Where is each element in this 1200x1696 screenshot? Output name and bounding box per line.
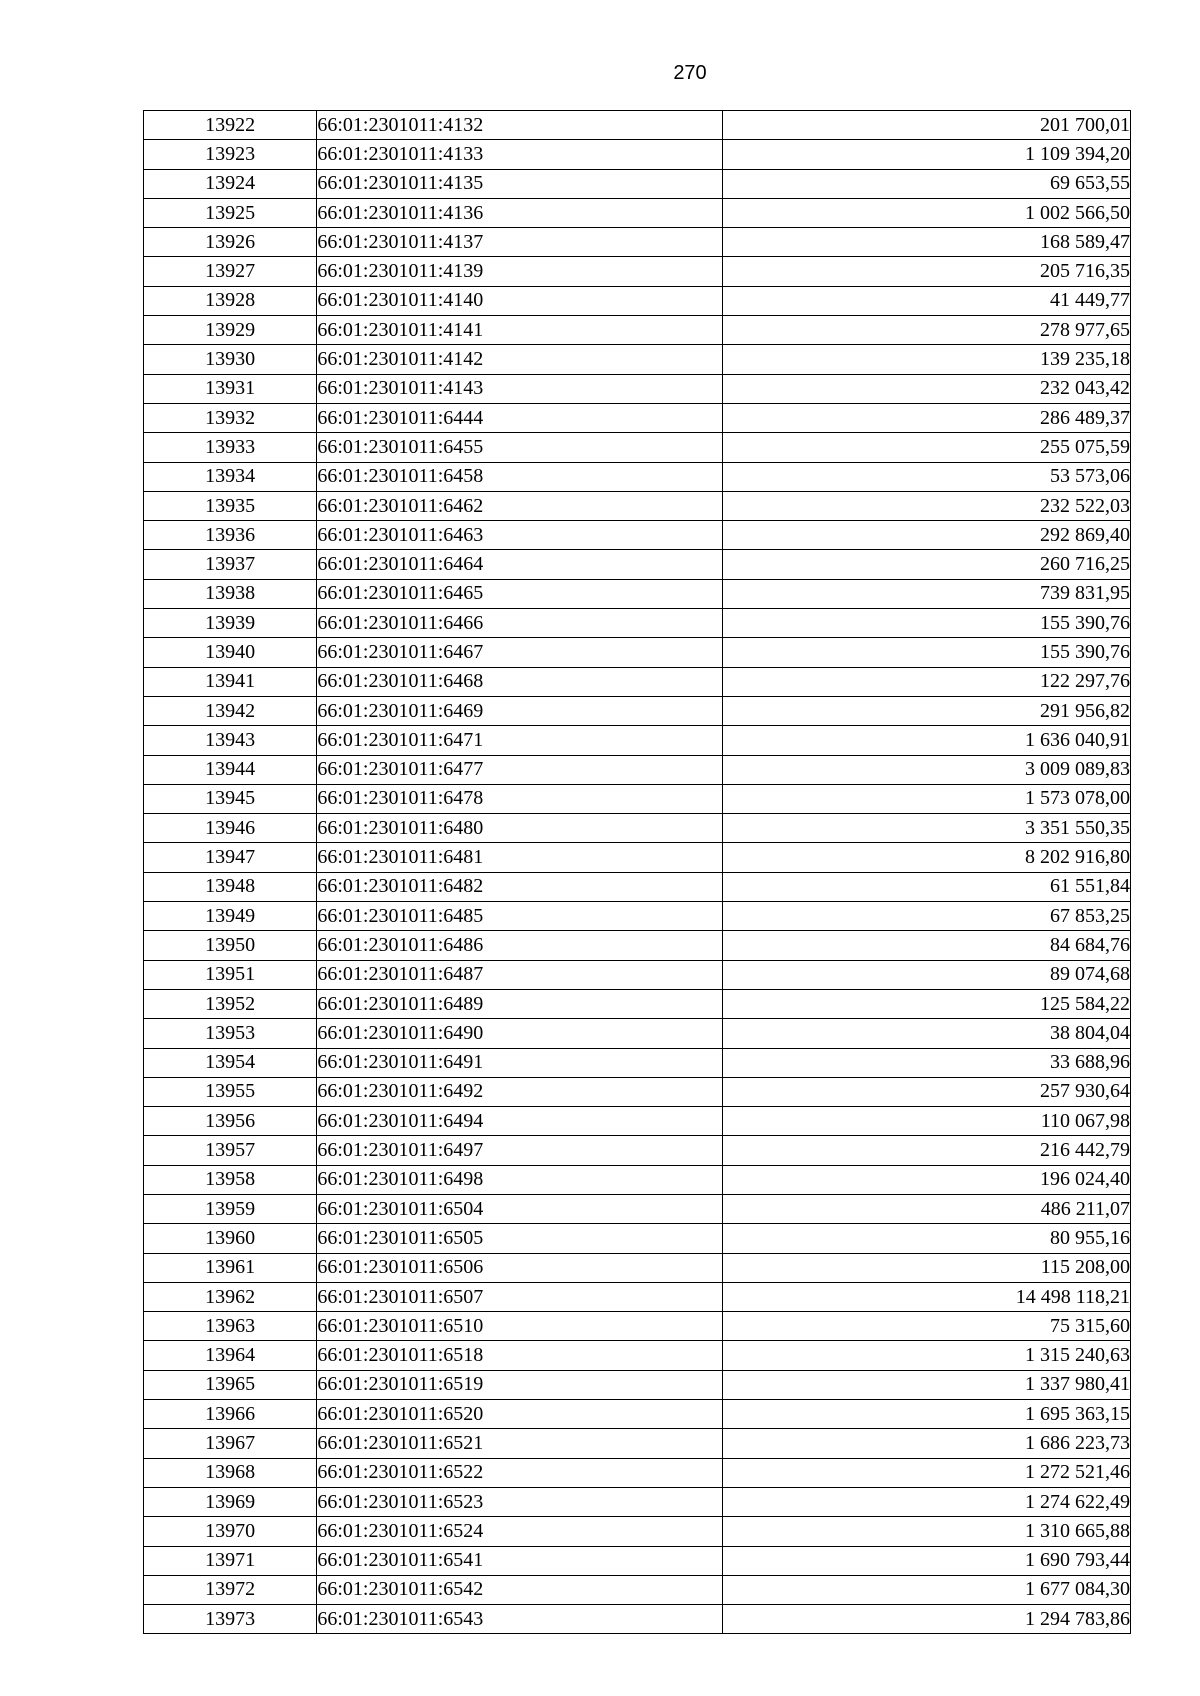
cadastral-number-cell: 66:01:2301011:6491: [317, 1048, 723, 1077]
cadastral-number-cell: 66:01:2301011:6519: [317, 1370, 723, 1399]
row-number-cell: 13925: [144, 198, 317, 227]
cadastral-number-cell: 66:01:2301011:6521: [317, 1429, 723, 1458]
row-number-cell: 13931: [144, 374, 317, 403]
cadastral-number-cell: 66:01:2301011:6480: [317, 814, 723, 843]
cadastral-number-cell: 66:01:2301011:6465: [317, 579, 723, 608]
row-number-cell: 13930: [144, 345, 317, 374]
row-number-cell: 13928: [144, 286, 317, 315]
cadastral-value-cell: 67 853,25: [723, 902, 1131, 931]
cadastral-number-cell: 66:01:2301011:6464: [317, 550, 723, 579]
cadastral-number-cell: 66:01:2301011:6469: [317, 696, 723, 725]
row-number-cell: 13968: [144, 1458, 317, 1487]
cadastral-value-cell: 232 522,03: [723, 491, 1131, 520]
table-row: [144, 228, 1131, 257]
row-number-cell: 13961: [144, 1253, 317, 1282]
table-row: [144, 140, 1131, 169]
cadastral-number-cell: 66:01:2301011:6543: [317, 1605, 723, 1634]
cadastral-number-cell: 66:01:2301011:6523: [317, 1487, 723, 1516]
row-number-cell: 13958: [144, 1165, 317, 1194]
row-number-cell: 13971: [144, 1546, 317, 1575]
table-row: [144, 1282, 1131, 1311]
cadastral-value-cell: 1 677 084,30: [723, 1575, 1131, 1604]
table-row: [144, 521, 1131, 550]
cadastral-value-cell: 61 551,84: [723, 872, 1131, 901]
row-number-cell: 13945: [144, 784, 317, 813]
cadastral-value-cell: 1 274 622,49: [723, 1487, 1131, 1516]
cadastral-value-cell: 69 653,55: [723, 169, 1131, 198]
cadastral-number-cell: 66:01:2301011:6471: [317, 726, 723, 755]
row-number-cell: 13963: [144, 1312, 317, 1341]
row-number-cell: 13941: [144, 667, 317, 696]
cadastral-value-cell: 255 075,59: [723, 433, 1131, 462]
table-row: [144, 1575, 1131, 1604]
cadastral-number-cell: 66:01:2301011:4139: [317, 257, 723, 286]
cadastral-value-cell: 155 390,76: [723, 638, 1131, 667]
cadastral-value-cell: 291 956,82: [723, 696, 1131, 725]
row-number-cell: 13926: [144, 228, 317, 257]
row-number-cell: 13935: [144, 491, 317, 520]
table-row: [144, 638, 1131, 667]
row-number-cell: 13952: [144, 989, 317, 1018]
cadastral-value-cell: 84 684,76: [723, 931, 1131, 960]
cadastral-number-cell: 66:01:2301011:6482: [317, 872, 723, 901]
cadastral-number-cell: 66:01:2301011:6463: [317, 521, 723, 550]
cadastral-number-cell: 66:01:2301011:6494: [317, 1107, 723, 1136]
table-row: [144, 1019, 1131, 1048]
cadastral-number-cell: 66:01:2301011:4133: [317, 140, 723, 169]
row-number-cell: 13951: [144, 960, 317, 989]
cadastral-value-cell: 257 930,64: [723, 1077, 1131, 1106]
cadastral-number-cell: 66:01:2301011:6504: [317, 1194, 723, 1223]
table-row: [144, 1487, 1131, 1516]
cadastral-number-cell: 66:01:2301011:6497: [317, 1136, 723, 1165]
cadastral-value-cell: 38 804,04: [723, 1019, 1131, 1048]
cadastral-number-cell: 66:01:2301011:4132: [317, 111, 723, 140]
cadastral-value-cell: 205 716,35: [723, 257, 1131, 286]
table-row: [144, 1400, 1131, 1429]
table-row: [144, 1370, 1131, 1399]
cadastral-number-cell: 66:01:2301011:6507: [317, 1282, 723, 1311]
cadastral-value-cell: 1 686 223,73: [723, 1429, 1131, 1458]
table-row: [144, 755, 1131, 784]
cadastral-number-cell: 66:01:2301011:4137: [317, 228, 723, 257]
table-row: [144, 726, 1131, 755]
cadastral-value-cell: 1 636 040,91: [723, 726, 1131, 755]
table-row: [144, 902, 1131, 931]
row-number-cell: 13966: [144, 1400, 317, 1429]
table-row: [144, 1194, 1131, 1223]
row-number-cell: 13929: [144, 316, 317, 345]
cadastral-value-cell: 260 716,25: [723, 550, 1131, 579]
cadastral-number-cell: 66:01:2301011:6467: [317, 638, 723, 667]
row-number-cell: 13942: [144, 696, 317, 725]
page-number: 270: [673, 62, 707, 84]
cadastral-value-table: [143, 110, 1131, 1634]
row-number-cell: 13959: [144, 1194, 317, 1223]
cadastral-value-cell: 80 955,16: [723, 1224, 1131, 1253]
cadastral-value-cell: 1 695 363,15: [723, 1400, 1131, 1429]
cadastral-number-cell: 66:01:2301011:6542: [317, 1575, 723, 1604]
row-number-cell: 13970: [144, 1517, 317, 1546]
table-row: [144, 1136, 1131, 1165]
table-row: [144, 316, 1131, 345]
cadastral-value-cell: 216 442,79: [723, 1136, 1131, 1165]
table-row: [144, 843, 1131, 872]
cadastral-number-cell: 66:01:2301011:6498: [317, 1165, 723, 1194]
row-number-cell: 13973: [144, 1605, 317, 1634]
cadastral-number-cell: 66:01:2301011:6458: [317, 462, 723, 491]
cadastral-value-cell: 201 700,01: [723, 111, 1131, 140]
table-row: [144, 111, 1131, 140]
cadastral-value-cell: 1 109 394,20: [723, 140, 1131, 169]
cadastral-value-cell: 286 489,37: [723, 403, 1131, 432]
row-number-cell: 13936: [144, 521, 317, 550]
table-row: [144, 1605, 1131, 1634]
cadastral-number-cell: 66:01:2301011:4136: [317, 198, 723, 227]
row-number-cell: 13923: [144, 140, 317, 169]
row-number-cell: 13969: [144, 1487, 317, 1516]
cadastral-number-cell: 66:01:2301011:6455: [317, 433, 723, 462]
table-row: [144, 1253, 1131, 1282]
cadastral-number-cell: 66:01:2301011:4140: [317, 286, 723, 315]
cadastral-number-cell: 66:01:2301011:6541: [317, 1546, 723, 1575]
row-number-cell: 13922: [144, 111, 317, 140]
cadastral-number-cell: 66:01:2301011:6466: [317, 609, 723, 638]
row-number-cell: 13948: [144, 872, 317, 901]
cadastral-value-cell: 115 208,00: [723, 1253, 1131, 1282]
cadastral-value-cell: 89 074,68: [723, 960, 1131, 989]
cadastral-number-cell: 66:01:2301011:6486: [317, 931, 723, 960]
row-number-cell: 13956: [144, 1107, 317, 1136]
cadastral-value-cell: 14 498 118,21: [723, 1282, 1131, 1311]
cadastral-value-cell: 739 831,95: [723, 579, 1131, 608]
cadastral-value-cell: 1 310 665,88: [723, 1517, 1131, 1546]
table-row: [144, 931, 1131, 960]
cadastral-number-cell: 66:01:2301011:6520: [317, 1400, 723, 1429]
cadastral-number-cell: 66:01:2301011:6522: [317, 1458, 723, 1487]
cadastral-number-cell: 66:01:2301011:6477: [317, 755, 723, 784]
row-number-cell: 13950: [144, 931, 317, 960]
row-number-cell: 13949: [144, 902, 317, 931]
table-row: [144, 1429, 1131, 1458]
cadastral-number-cell: 66:01:2301011:6444: [317, 403, 723, 432]
cadastral-number-cell: 66:01:2301011:6485: [317, 902, 723, 931]
cadastral-value-cell: 168 589,47: [723, 228, 1131, 257]
cadastral-value-cell: 1 337 980,41: [723, 1370, 1131, 1399]
table-row: [144, 257, 1131, 286]
cadastral-number-cell: 66:01:2301011:6524: [317, 1517, 723, 1546]
cadastral-value-cell: 1 002 566,50: [723, 198, 1131, 227]
row-number-cell: 13947: [144, 843, 317, 872]
table-row: [144, 1517, 1131, 1546]
table-row: [144, 1107, 1131, 1136]
table-row: [144, 696, 1131, 725]
row-number-cell: 13960: [144, 1224, 317, 1253]
table-row: [144, 1048, 1131, 1077]
table-row: [144, 989, 1131, 1018]
cadastral-number-cell: 66:01:2301011:6489: [317, 989, 723, 1018]
cadastral-value-cell: 53 573,06: [723, 462, 1131, 491]
cadastral-value-cell: 1 294 783,86: [723, 1605, 1131, 1634]
cadastral-number-cell: 66:01:2301011:4135: [317, 169, 723, 198]
cadastral-number-cell: 66:01:2301011:4143: [317, 374, 723, 403]
cadastral-value-cell: 278 977,65: [723, 316, 1131, 345]
table-row: [144, 1546, 1131, 1575]
cadastral-value-cell: 155 390,76: [723, 609, 1131, 638]
cadastral-value-cell: 1 573 078,00: [723, 784, 1131, 813]
table-row: [144, 550, 1131, 579]
cadastral-number-cell: 66:01:2301011:6487: [317, 960, 723, 989]
table-row: [144, 462, 1131, 491]
cadastral-number-cell: 66:01:2301011:6510: [317, 1312, 723, 1341]
cadastral-value-cell: 232 043,42: [723, 374, 1131, 403]
table-row: [144, 960, 1131, 989]
table-row: [144, 872, 1131, 901]
table-body: [144, 111, 1131, 1634]
table-row: [144, 1458, 1131, 1487]
cadastral-value-cell: 292 869,40: [723, 521, 1131, 550]
cadastral-value-cell: 3 009 089,83: [723, 755, 1131, 784]
cadastral-value-cell: 1 690 793,44: [723, 1546, 1131, 1575]
table-row: [144, 784, 1131, 813]
cadastral-number-cell: 66:01:2301011:6505: [317, 1224, 723, 1253]
cadastral-value-cell: 196 024,40: [723, 1165, 1131, 1194]
row-number-cell: 13944: [144, 755, 317, 784]
table-row: [144, 433, 1131, 462]
cadastral-value-cell: 33 688,96: [723, 1048, 1131, 1077]
table-row: [144, 345, 1131, 374]
row-number-cell: 13954: [144, 1048, 317, 1077]
row-number-cell: 13939: [144, 609, 317, 638]
row-number-cell: 13927: [144, 257, 317, 286]
cadastral-number-cell: 66:01:2301011:6481: [317, 843, 723, 872]
row-number-cell: 13946: [144, 814, 317, 843]
table-row: [144, 814, 1131, 843]
row-number-cell: 13965: [144, 1370, 317, 1399]
cadastral-number-cell: 66:01:2301011:6506: [317, 1253, 723, 1282]
cadastral-number-cell: 66:01:2301011:6492: [317, 1077, 723, 1106]
cadastral-value-cell: 125 584,22: [723, 989, 1131, 1018]
table-row: [144, 1224, 1131, 1253]
cadastral-value-cell: 75 315,60: [723, 1312, 1131, 1341]
cadastral-number-cell: 66:01:2301011:6462: [317, 491, 723, 520]
cadastral-value-cell: 486 211,07: [723, 1194, 1131, 1223]
table-row: [144, 374, 1131, 403]
cadastral-number-cell: 66:01:2301011:6478: [317, 784, 723, 813]
row-number-cell: 13934: [144, 462, 317, 491]
row-number-cell: 13940: [144, 638, 317, 667]
row-number-cell: 13955: [144, 1077, 317, 1106]
cadastral-value-cell: 139 235,18: [723, 345, 1131, 374]
row-number-cell: 13962: [144, 1282, 317, 1311]
cadastral-value-cell: 122 297,76: [723, 667, 1131, 696]
cadastral-number-cell: 66:01:2301011:6490: [317, 1019, 723, 1048]
row-number-cell: 13972: [144, 1575, 317, 1604]
table-row: [144, 579, 1131, 608]
table-row: [144, 491, 1131, 520]
cadastral-number-cell: 66:01:2301011:6518: [317, 1341, 723, 1370]
row-number-cell: 13933: [144, 433, 317, 462]
table-row: [144, 286, 1131, 315]
table-row: [144, 1165, 1131, 1194]
row-number-cell: 13924: [144, 169, 317, 198]
cadastral-number-cell: 66:01:2301011:4141: [317, 316, 723, 345]
cadastral-value-cell: 3 351 550,35: [723, 814, 1131, 843]
row-number-cell: 13932: [144, 403, 317, 432]
table-row: [144, 1341, 1131, 1370]
row-number-cell: 13964: [144, 1341, 317, 1370]
cadastral-number-cell: 66:01:2301011:4142: [317, 345, 723, 374]
row-number-cell: 13943: [144, 726, 317, 755]
table-row: [144, 609, 1131, 638]
table-row: [144, 667, 1131, 696]
table-row: [144, 1312, 1131, 1341]
cadastral-value-cell: 110 067,98: [723, 1107, 1131, 1136]
cadastral-value-cell: 8 202 916,80: [723, 843, 1131, 872]
cadastral-value-cell: 1 315 240,63: [723, 1341, 1131, 1370]
row-number-cell: 13953: [144, 1019, 317, 1048]
row-number-cell: 13957: [144, 1136, 317, 1165]
table-row: [144, 403, 1131, 432]
table-row: [144, 198, 1131, 227]
table-row: [144, 1077, 1131, 1106]
row-number-cell: 13967: [144, 1429, 317, 1458]
table-row: [144, 169, 1131, 198]
cadastral-value-cell: 41 449,77: [723, 286, 1131, 315]
row-number-cell: 13937: [144, 550, 317, 579]
cadastral-value-cell: 1 272 521,46: [723, 1458, 1131, 1487]
cadastral-number-cell: 66:01:2301011:6468: [317, 667, 723, 696]
row-number-cell: 13938: [144, 579, 317, 608]
